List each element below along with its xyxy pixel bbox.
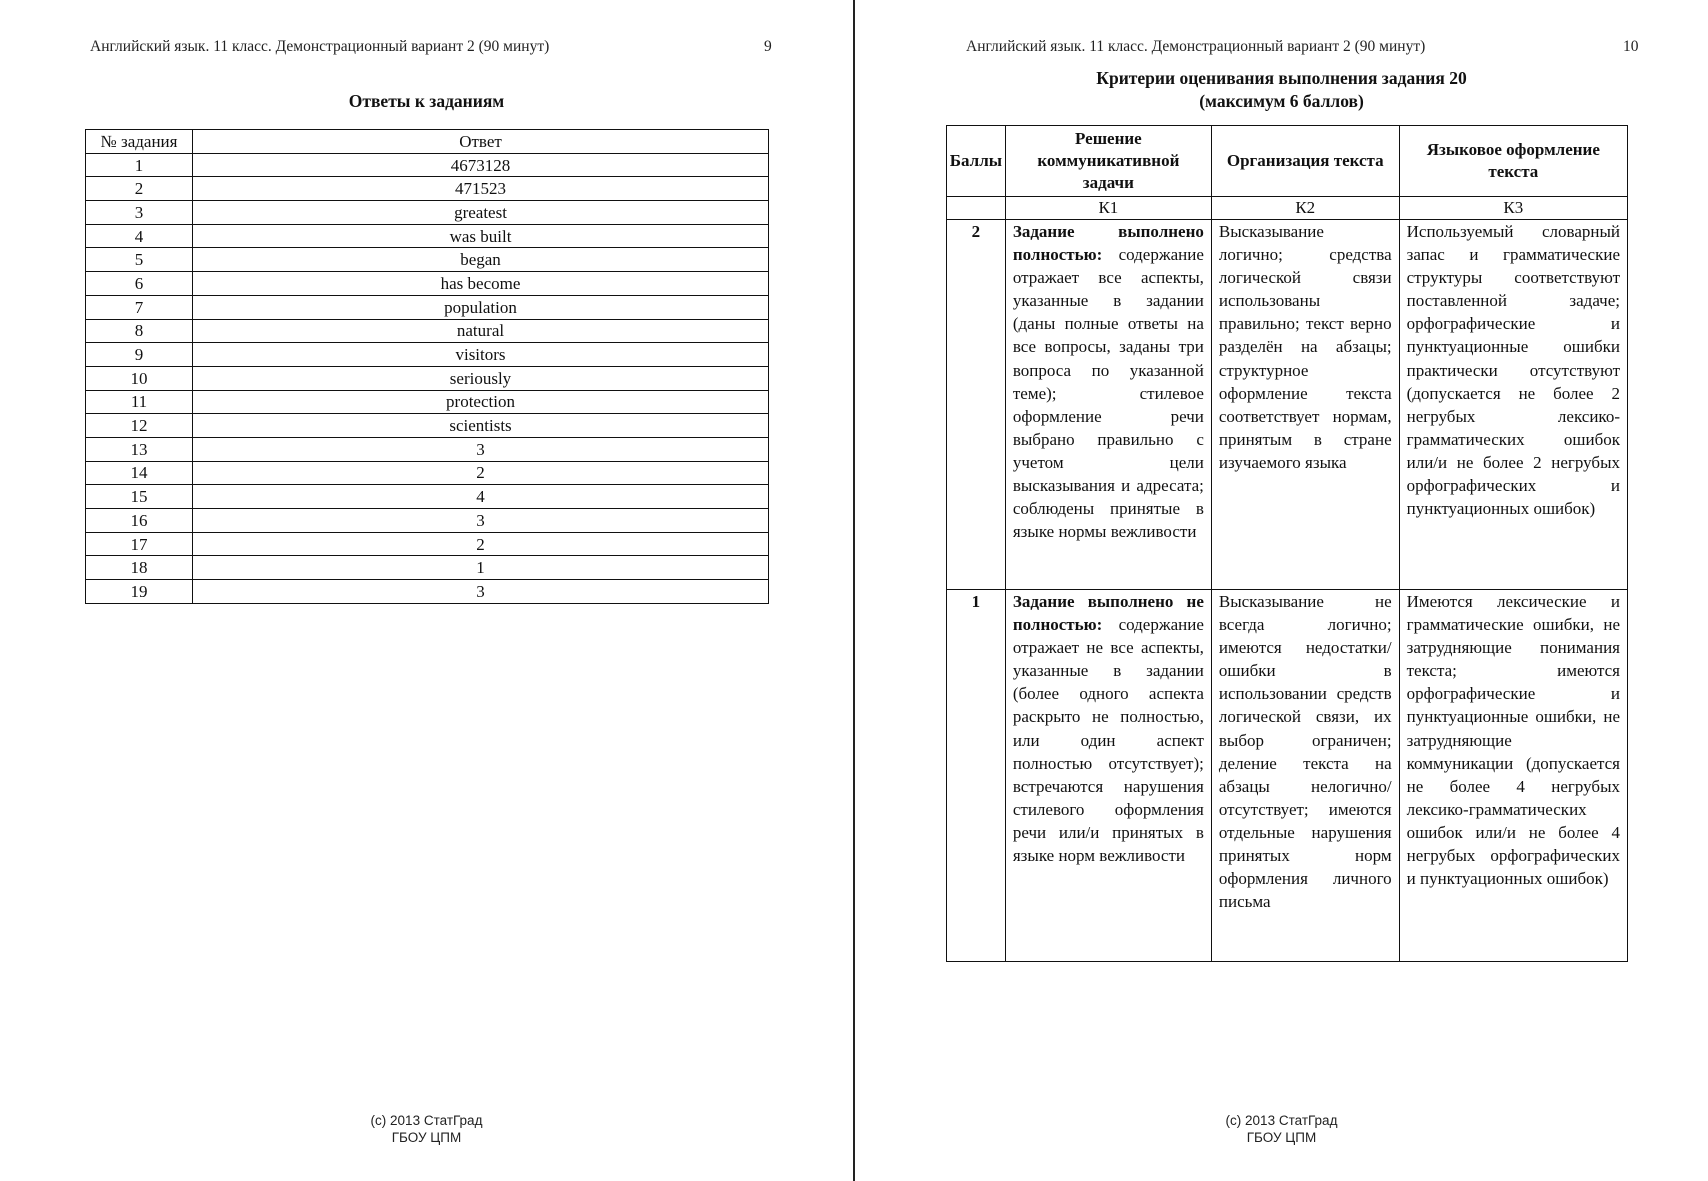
running-header: Английский язык. 11 класс. Демонстрационный вариант 2 (90 минут) bbox=[90, 38, 550, 55]
header-score: Баллы bbox=[947, 126, 1006, 197]
answer-cell: 1 bbox=[193, 556, 769, 580]
task-number: 13 bbox=[86, 437, 193, 461]
answer-cell: scientists bbox=[193, 414, 769, 438]
table-row bbox=[86, 224, 769, 248]
table-row bbox=[86, 272, 769, 296]
answer-cell: protection bbox=[193, 390, 769, 414]
table-row bbox=[86, 532, 769, 556]
answer-cell: began bbox=[193, 248, 769, 272]
answer-cell: 3 bbox=[193, 509, 769, 533]
k1-cell bbox=[1005, 220, 1211, 590]
footer-copyright: (c) 2013 СтатГрад bbox=[1225, 1113, 1338, 1128]
answer-cell: was built bbox=[193, 224, 769, 248]
k3-cell: Имеются лексические и грамматические ошибки, не затрудняющие понимания текста; имеются орфографические и пунктуационные ошибки, не затрудняющие коммуникации (допускается не более 4 негрубых лексико-грамматических ошибок или/и не более 4 негрубых орфографических и пунктуационных ошибок) bbox=[1399, 590, 1627, 962]
task-number: 4 bbox=[86, 224, 193, 248]
header-task-number: № задания bbox=[86, 130, 193, 154]
answer-cell: 4673128 bbox=[193, 153, 769, 177]
code-k2: К2 bbox=[1211, 197, 1399, 220]
table-row bbox=[86, 248, 769, 272]
task-number: 17 bbox=[86, 532, 193, 556]
answer-cell: natural bbox=[193, 319, 769, 343]
task-number: 6 bbox=[86, 272, 193, 296]
page-footer bbox=[0, 1112, 853, 1146]
table-row bbox=[86, 414, 769, 438]
footer-organization: ГБОУ ЦПМ bbox=[391, 1130, 462, 1145]
left-page bbox=[0, 0, 853, 1181]
page-footer bbox=[855, 1112, 1708, 1146]
k1-verdict: Задание выполнено не полностью: bbox=[1012, 592, 1204, 635]
table-row bbox=[86, 319, 769, 343]
criteria-title bbox=[855, 67, 1708, 113]
answer-cell: 3 bbox=[193, 580, 769, 604]
footer-copyright: (c) 2013 СтатГрад bbox=[370, 1113, 483, 1128]
header-answer: Ответ bbox=[193, 130, 769, 154]
table-row bbox=[86, 201, 769, 225]
page-number: 10 bbox=[1623, 38, 1639, 55]
task-number: 7 bbox=[86, 295, 193, 319]
table-row bbox=[947, 590, 1628, 962]
criteria-title-line1: Критерии оценивания выполнения задания 20 bbox=[1096, 68, 1467, 88]
code-k1: К1 bbox=[1005, 197, 1211, 220]
answer-cell: greatest bbox=[193, 201, 769, 225]
task-number: 3 bbox=[86, 201, 193, 225]
task-number: 10 bbox=[86, 366, 193, 390]
table-row bbox=[86, 437, 769, 461]
table-row bbox=[86, 556, 769, 580]
answer-cell: seriously bbox=[193, 366, 769, 390]
page-number: 9 bbox=[764, 38, 772, 55]
task-number: 9 bbox=[86, 343, 193, 367]
answers-table bbox=[85, 129, 769, 604]
task-number: 11 bbox=[86, 390, 193, 414]
answers-title: Ответы к заданиям bbox=[348, 91, 505, 111]
criteria-code-row bbox=[947, 197, 1628, 220]
task-number: 14 bbox=[86, 461, 193, 485]
table-row bbox=[86, 580, 769, 604]
running-header: Английский язык. 11 класс. Демонстрационный вариант 2 (90 минут) bbox=[966, 38, 1426, 55]
k1-verdict: Задание выполнено полностью: bbox=[1012, 222, 1204, 265]
k1-description: содержание отражает все аспекты, указанные в задании (даны полные ответы на все вопросы, заданы три вопроса по указанной теме); стилевое оформление речи выбрано правильно с учетом цели высказывания и адресата; соблюдены принятые в языке нормы вежливости bbox=[1012, 245, 1204, 542]
table-row bbox=[86, 177, 769, 201]
task-number: 15 bbox=[86, 485, 193, 509]
table-row bbox=[86, 485, 769, 509]
answer-cell: 2 bbox=[193, 461, 769, 485]
footer-organization: ГБОУ ЦПМ bbox=[1246, 1130, 1317, 1145]
task-number: 5 bbox=[86, 248, 193, 272]
k1-description: содержание отражает не все аспекты, указанные в задании (более одного аспекта раскрыто не полностью, или один аспект полностью отсутствует); встречаются нарушения стилевого оформления речи или/и принятых в языке норм вежливости bbox=[1012, 615, 1204, 866]
header-k3: Языковое оформление текста bbox=[1399, 126, 1627, 197]
score-cell: 2 bbox=[947, 220, 1006, 590]
table-row bbox=[86, 343, 769, 367]
table-row bbox=[86, 153, 769, 177]
k1-cell bbox=[1005, 590, 1211, 962]
criteria-title-line2: (максимум 6 баллов) bbox=[1199, 91, 1364, 111]
task-number: 19 bbox=[86, 580, 193, 604]
table-row bbox=[86, 295, 769, 319]
answer-cell: 471523 bbox=[193, 177, 769, 201]
score-cell: 1 bbox=[947, 590, 1006, 962]
task-number: 18 bbox=[86, 556, 193, 580]
answer-cell: 4 bbox=[193, 485, 769, 509]
task-number: 2 bbox=[86, 177, 193, 201]
k2-cell: Высказывание не всегда логично; имеются недостатки/ошибки в использовании средств логической связи, их выбор ограничен; деление текста на абзацы нелогично/отсутствует; имеются отдельные нарушения принятых норм оформления личного письма bbox=[1211, 590, 1399, 962]
table-row bbox=[86, 461, 769, 485]
k3-cell: Используемый словарный запас и грамматические структуры соответствуют поставленной задаче; орфографические и пунктуационные ошибки практически отсутствуют (допускается не более 2 негрубых лексико-грамматических ошибок или/и не более 2 негрубых орфографических и пунктуационных ошибок) bbox=[1399, 220, 1627, 590]
task-number: 8 bbox=[86, 319, 193, 343]
task-number: 12 bbox=[86, 414, 193, 438]
k2-cell: Высказывание логично; средства логической связи использованы правильно; текст верно разделён на абзацы; структурное оформление текста соответствует нормам, принятым в стране изучаемого языка bbox=[1211, 220, 1399, 590]
task-number: 1 bbox=[86, 153, 193, 177]
table-row bbox=[86, 390, 769, 414]
header-k2: Организация текста bbox=[1211, 126, 1399, 197]
code-empty bbox=[947, 197, 1006, 220]
answer-cell: has become bbox=[193, 272, 769, 296]
table-header-row bbox=[86, 130, 769, 154]
answer-cell: 2 bbox=[193, 532, 769, 556]
task-number: 16 bbox=[86, 509, 193, 533]
table-row bbox=[86, 366, 769, 390]
table-header-row bbox=[947, 126, 1628, 197]
code-k3: К3 bbox=[1399, 197, 1627, 220]
criteria-table bbox=[946, 125, 1628, 962]
answer-cell: population bbox=[193, 295, 769, 319]
header-k1: Решение коммуникативной задачи bbox=[1005, 126, 1211, 197]
answer-cell: visitors bbox=[193, 343, 769, 367]
table-row bbox=[86, 509, 769, 533]
table-row bbox=[947, 220, 1628, 590]
answer-cell: 3 bbox=[193, 437, 769, 461]
